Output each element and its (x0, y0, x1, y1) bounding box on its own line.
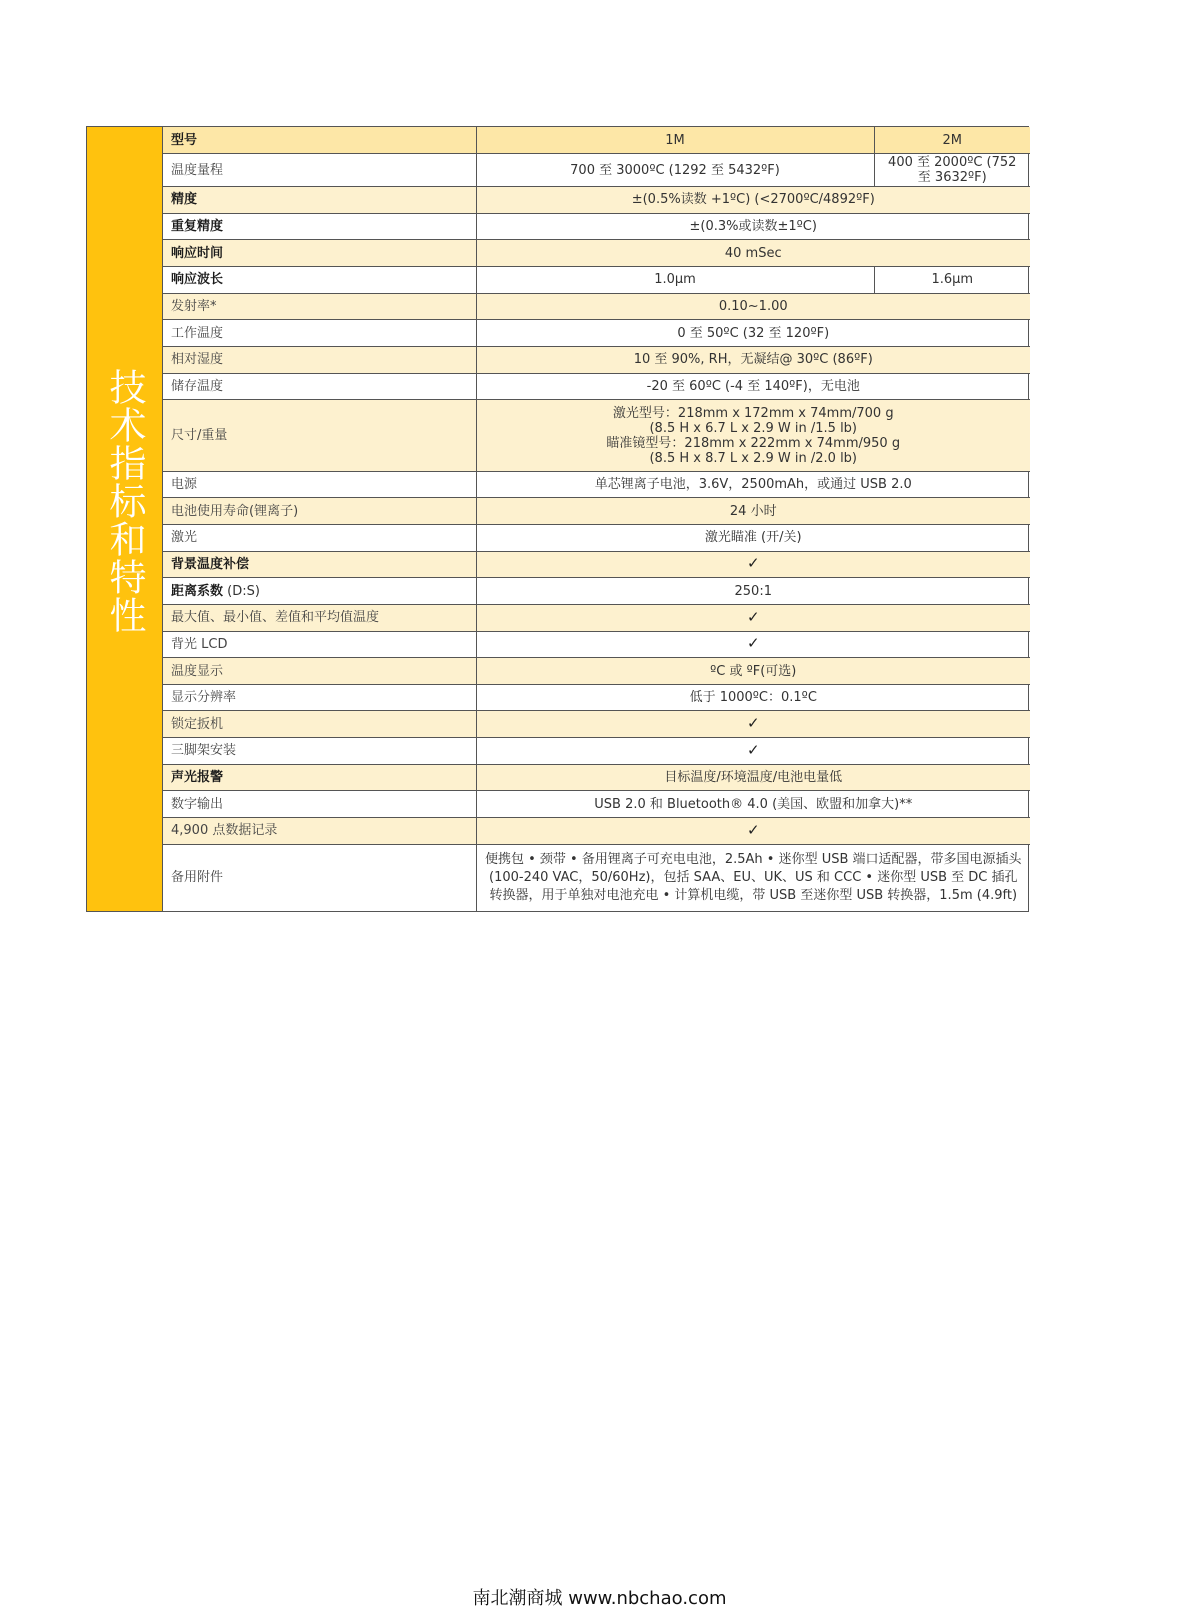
spec-label: 响应时间 (163, 240, 476, 267)
table-row (163, 293, 1030, 320)
spec-value: 0 至 50ºC (32 至 120ºF) (476, 320, 1030, 347)
spec-value: 40 mSec (476, 240, 1030, 267)
spec-label: 工作温度 (163, 320, 476, 347)
spec-label-suffix: (D:S) (227, 583, 260, 599)
spec-label: 相对湿度 (163, 347, 476, 374)
spec-label: 最大值、最小值、差值和平均值温度 (163, 604, 476, 631)
side-banner (87, 127, 163, 911)
spec-label: 温度量程 (163, 154, 476, 187)
spec-value (476, 631, 1030, 658)
table-row (163, 498, 1030, 525)
table-row (163, 347, 1030, 374)
spec-label: 数字输出 (163, 791, 476, 818)
spec-label: 储存温度 (163, 373, 476, 400)
spec-value: -20 至 60ºC (-4 至 140ºF)，无电池 (476, 373, 1030, 400)
table-row (163, 578, 1030, 605)
spec-label: 背景温度补偿 (163, 551, 476, 578)
size-line: (8.5 H x 8.7 L x 2.9 W in /2.0 lb) (649, 450, 858, 466)
table-row (163, 711, 1030, 738)
table-row (163, 631, 1030, 658)
spec-value: ºC 或 ºF(可选) (476, 658, 1030, 685)
table-row (163, 240, 1030, 267)
spec-label: 精度 (163, 187, 476, 214)
table-row (163, 738, 1030, 765)
spec-label: 三脚架安装 (163, 738, 476, 765)
spec-value: ±(0.3%或读数±1ºC) (476, 213, 1030, 240)
spec-value (476, 551, 1030, 578)
spec-label: 尺寸/重量 (163, 400, 476, 471)
spec-label-main: 距离系数 (171, 583, 224, 599)
spec-label: 电池使用寿命(锂离子) (163, 498, 476, 525)
spec-value: ±(0.5%读数 +1ºC) (<2700ºC/4892ºF) (476, 187, 1030, 214)
table-row (163, 818, 1030, 845)
table-row (163, 791, 1030, 818)
spec-value (476, 400, 1030, 471)
model-1m: 1M (476, 127, 874, 154)
size-line: 瞄准镜型号：218mm x 222mm x 74mm/950 g (606, 435, 901, 451)
table-header-row (163, 127, 1030, 154)
table-row (163, 551, 1030, 578)
table-row (163, 844, 1030, 911)
spec-label: 锁定扳机 (163, 711, 476, 738)
footer-site: 南北潮商城 www.nbchao.com (472, 1588, 727, 1609)
spec-value: 250:1 (476, 578, 1030, 605)
check-icon: ✓ (746, 714, 760, 733)
spec-label: 响应波长 (163, 267, 476, 294)
model-label: 型号 (163, 127, 476, 154)
spec-label: 电源 (163, 471, 476, 498)
spec-value: 10 至 90%, RH，无凝结@ 30ºC (86ºF) (476, 347, 1030, 374)
spec-value: 1.6µm (874, 267, 1030, 294)
spec-table (163, 127, 1030, 911)
spec-value: 低于 1000ºC：0.1ºC (476, 684, 1030, 711)
model-2m: 2M (874, 127, 1030, 154)
spec-label: 发射率* (163, 293, 476, 320)
table-row (163, 524, 1030, 551)
check-icon: ✓ (746, 554, 760, 573)
spec-value: 700 至 3000ºC (1292 至 5432ºF) (476, 154, 874, 187)
table-row (163, 471, 1030, 498)
table-row (163, 320, 1030, 347)
spec-value (476, 604, 1030, 631)
table-row (163, 267, 1030, 294)
table-row (163, 373, 1030, 400)
check-icon: ✓ (746, 740, 760, 759)
spec-value (476, 738, 1030, 765)
table-row (163, 187, 1030, 214)
spec-panel (86, 126, 1029, 912)
check-icon: ✓ (746, 634, 760, 653)
spec-label: 背光 LCD (163, 631, 476, 658)
size-line: (8.5 H x 6.7 L x 2.9 W in /1.5 lb) (649, 420, 858, 436)
spec-label: 声光报警 (163, 764, 476, 791)
spec-value: 便携包 • 颈带 • 备用锂离子可充电电池，2.5Ah • 迷你型 USB 端口适配器，带多国电源插头(100-240 VAC，50/60Hz)，包括 SAA、EU、UK、US 和 CCC • 迷你型 USB 至 DC 插孔转换器，用于单独对电池充电 • 计算机电缆，带 USB 至迷你型 USB 转换器，1.5m (4.9ft) (476, 844, 1030, 911)
spec-label (163, 578, 476, 605)
table-row (163, 684, 1030, 711)
spec-value: 1.0µm (476, 267, 874, 294)
table-row (163, 154, 1030, 187)
table-row (163, 658, 1030, 685)
table-row (163, 400, 1030, 471)
spec-label: 显示分辨率 (163, 684, 476, 711)
spec-value (476, 818, 1030, 845)
table-row (163, 764, 1030, 791)
spec-value: 激光瞄准 (开/关) (476, 524, 1030, 551)
spec-value (476, 711, 1030, 738)
spec-label: 备用附件 (163, 844, 476, 911)
table-row (163, 213, 1030, 240)
spec-value: 目标温度/环境温度/电池电量低 (476, 764, 1030, 791)
spec-value: USB 2.0 和 Bluetooth® 4.0 (美国、欧盟和加拿大)** (476, 791, 1030, 818)
table-row (163, 604, 1030, 631)
spec-label: 激光 (163, 524, 476, 551)
spec-value: 0.10~1.00 (476, 293, 1030, 320)
spec-label: 4,900 点数据记录 (163, 818, 476, 845)
spec-label: 重复精度 (163, 213, 476, 240)
size-line: 激光型号：218mm x 172mm x 74mm/700 g (612, 405, 894, 421)
spec-value: 24 小时 (476, 498, 1030, 525)
spec-value: 单芯锂离子电池，3.6V，2500mAh，或通过 USB 2.0 (476, 471, 1030, 498)
spec-value: 400 至 2000ºC (752 至 3632ºF) (874, 154, 1030, 187)
check-icon: ✓ (746, 607, 760, 626)
side-title: 技术指标和特性 (103, 368, 146, 634)
check-icon: ✓ (746, 820, 760, 839)
spec-label: 温度显示 (163, 658, 476, 685)
